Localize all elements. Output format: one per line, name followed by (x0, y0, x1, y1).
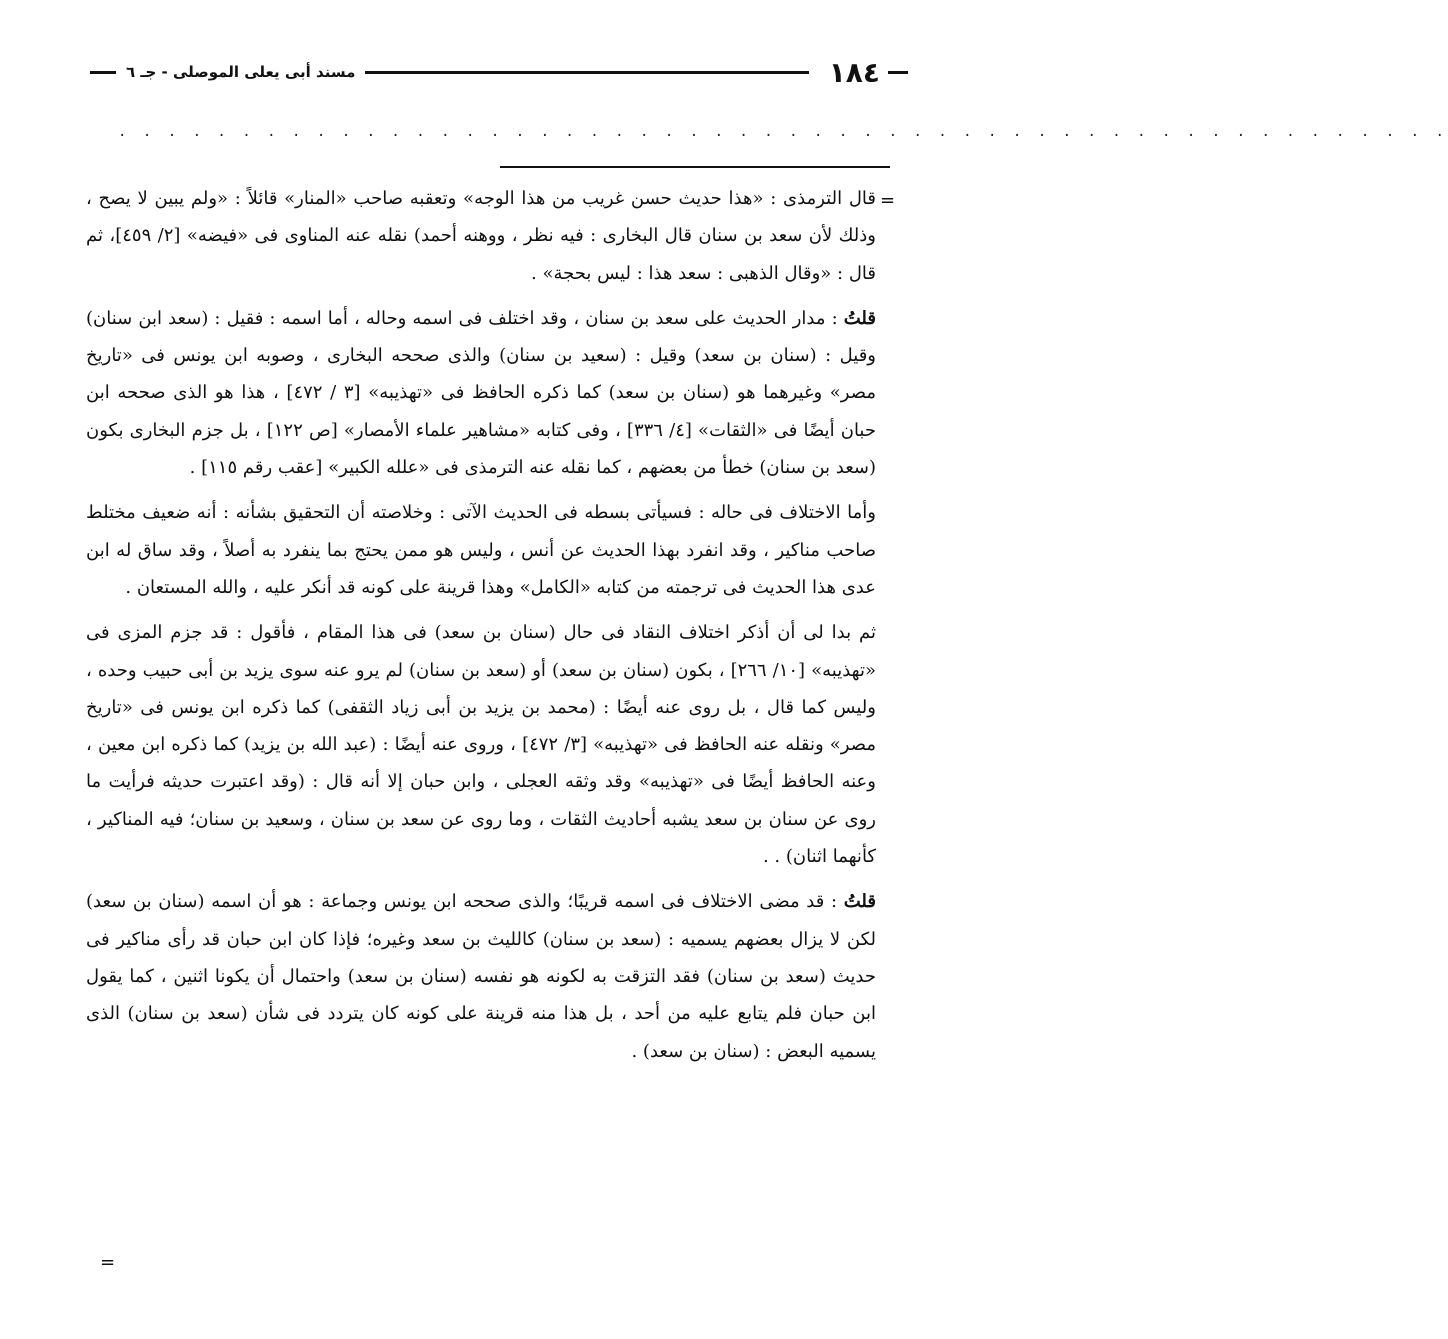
paragraph-text: : مدار الحديث على سعد بن سنان ، وقد اختلف فى اسمه وحاله ، أما اسمه : فقيل : (سعد ابن سنان) وقيل : (سنان بن سعد) وقيل : (سعيد بن سنان) والذى صححه البخارى ، وصوبه ابن يونس فى «تاريخ مصر» وغيرهما هو (سنان بن سعد) كما ذكره الحافظ فى «تهذيبه» [٣ / ٤٧٢] ، هذا هو الذى صححه ابن حبان أيضًا فى «الثقات» [٤/ ٣٣٦] ، وفى كتابه «مشاهير علماء الأمصار» [ص ١٢٢] ، بل جزم البخارى بكون (سعد بن سنان) خطأ من بعضهم ، كما نقله عنه الترمذى فى «علله الكبير» [عقب رقم ١١٥] . (86, 307, 876, 479)
paragraph-lead: قلتُ (843, 307, 876, 329)
continuation-marker: = (880, 190, 896, 211)
page-header (90, 52, 908, 92)
continuation-marker: = (100, 1252, 116, 1273)
page-number: ١٨٤ (828, 55, 880, 89)
paragraph-lead: قلتُ (843, 891, 876, 913)
ellipsis-dotted-line: . . . . . . . . . . . . . . . . . . . . . . . . . . . . . . . . . . . . . . . . . . . . . . . . . . . . . . (118, 124, 1448, 140)
paragraph (86, 180, 876, 292)
running-title: مسند أبى يعلى الموصلى - جـ ٦ (126, 63, 356, 81)
footnote-separator (500, 166, 890, 168)
paragraph (86, 883, 876, 1069)
paragraph-text: ثم بدا لى أن أذكر اختلاف النقاد فى حال (سنان بن سعد) فى هذا المقام ، فأقول : قد جزم المزى فى «تهذيبه» [١٠/ ٢٦٦] ، بكون (سنان بن سعد) أو (سعد بن سنان) لم يرو عنه سوى يزيد بن أبى حبيب وحده ، وليس كما قال ، بل روى عنه أيضًا : (محمد بن يزيد بن أبى زياد الثقفى) كما ذكره ابن يونس فى «تاريخ مصر» ونقله عنه الحافظ فى «تهذيبه» [٣/ ٤٧٢] ، وروى عنه أيضًا : (عبد الله بن يزيد) كما ذكره ابن معين ، وعنه الحافظ أيضًا فى «تهذيبه» وقد وثقه العجلى ، وابن حبان إلا أنه قال : (وقد اعتبرت حديثه فرأيت ما روى عن سنان بن سعد يشبه أحاديث الثقات ، وما روى عن سعد بن سنان ، وسعيد بن سنان؛ فيه المناكير ، كأنهما اثنان) . . (86, 622, 876, 868)
paragraph (86, 614, 876, 875)
header-dash (90, 71, 116, 74)
paragraph-text: : قد مضى الاختلاف فى اسمه قريبًا؛ والذى صححه ابن يونس وجماعة : هو أن اسمه (سنان بن سعد) لكن لا يزال بعضهم يسميه : (سعد بن سنان) كالليث بن سعد وغيره؛ فإذا كان ابن حبان قد رأى مناكير فى حديث (سعد بن سنان) فقد التزقت به لكونه هو نفسه (سنان بن سعد) واحتمال أن يكونا اثنين ، كما يقول ابن حبان فلم يتابع عليه من أحد ، بل هذا منه قرينة على كونه كان يتردد فى شأن (سعد بن سنان) الذى يسميه البعض : (سنان بن سعد) . (86, 891, 876, 1062)
paragraph-text: وأما الاختلاف فى حاله : فسيأتى بسطه فى الحديث الآتى : وخلاصته أن التحقيق بشأنه : أنه ضعيف مختلط صاحب مناكير ، وقد انفرد بهذا الحديث عن أنس ، وليس هو ممن يحتج بما ينفرد به أصلاً ، وقد ساق له ابن عدى هذا الحديث فى ترجمته من كتابه «الكامل» وهذا قرينة على كونه قد أنكر عليه ، والله المستعان . (86, 502, 876, 598)
paragraph (86, 494, 876, 606)
paragraph-text: قال الترمذى : «هذا حديث حسن غريب من هذا الوجه» وتعقبه صاحب «المنار» قائلاً : «ولم يبين لا يصح ، وذلك لأن سعد بن سنان قال البخارى : فيه نظر ، ووهنه أحمد) نقله عنه المناوى فى «فيضه» [٢/ ٤٥٩]، ثم قال : «وقال الذهبى : سعد هذا : ليس بحجة» . (86, 188, 876, 284)
paragraph (86, 300, 876, 486)
footnote-body (86, 180, 876, 1078)
header-rule (365, 71, 808, 74)
header-dash (888, 71, 908, 74)
